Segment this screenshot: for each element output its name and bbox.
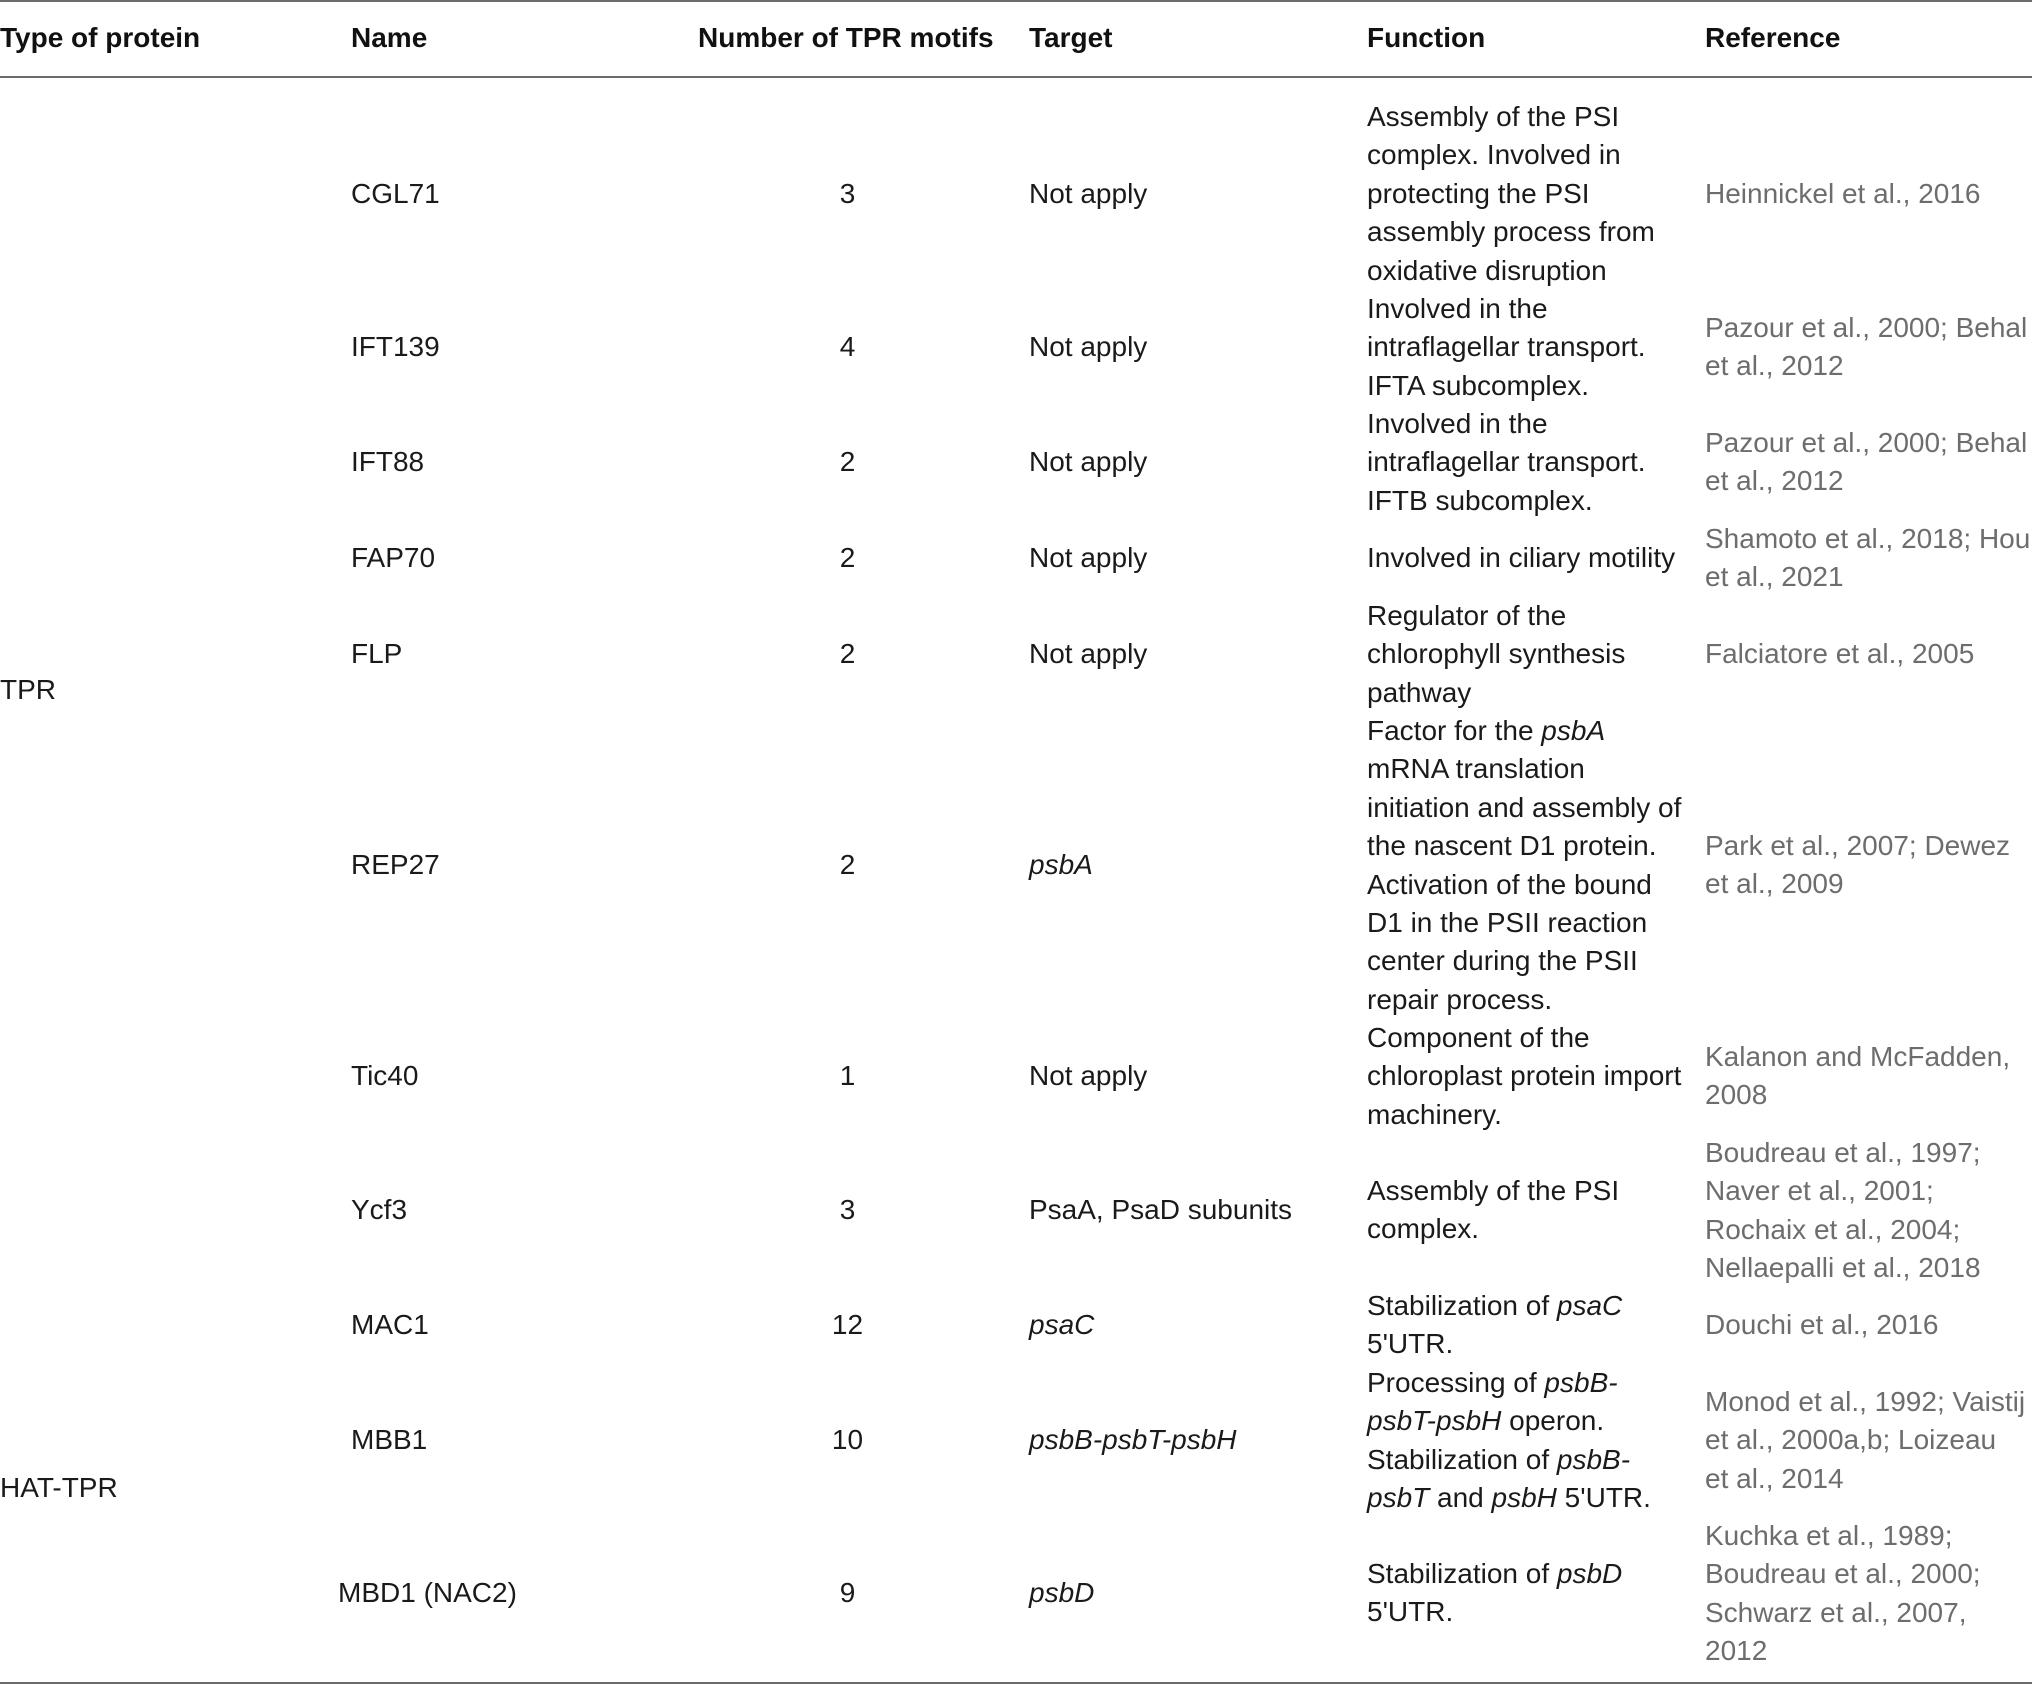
reference: Park et al., 2007; Dewez et al., 2009 (1705, 830, 2011, 900)
reference: Boudreau et al., 1997; Naver et al., 2001; Rochaix et al., 2004; Nellaepalli et al., 2018 (1705, 1137, 1981, 1284)
reference: Pazour et al., 2000; Behal et al., 2012 (1705, 312, 2028, 382)
header-type-of-protein: Type of protein (0, 22, 201, 53)
protein-name: MAC1 (351, 1309, 429, 1340)
function: Stabilization of psbD 5'UTR. (1367, 1558, 1623, 1628)
protein-name: FAP70 (351, 542, 436, 573)
reference: Falciatore et al., 2005 (1705, 638, 1975, 669)
tpr-motif-count: 3 (839, 1194, 856, 1225)
group-label-hat-tpr: HAT-TPR (0, 1472, 118, 1503)
tpr-motif-count: 2 (839, 638, 856, 669)
group-label-tpr: TPR (0, 674, 56, 705)
target: Not apply (1029, 178, 1148, 209)
reference: Monod et al., 1992; Vaistij et al., 2000a,b; Loizeau et al., 2014 (1705, 1386, 2026, 1494)
function: Factor for the psbA mRNA translation initiation and assembly of the nascent D1 protein. Activation of the bound D1 in the PSII reaction center during the PSII repair process. (1367, 715, 1682, 1015)
target: psbD (1029, 1577, 1095, 1608)
function: Involved in the intraflagellar transport. IFTA subcomplex. (1367, 293, 1646, 401)
tpr-motif-count: 2 (839, 849, 856, 880)
target: Not apply (1029, 542, 1148, 573)
header-number-of-tpr-motifs: Number of TPR motifs (698, 22, 994, 53)
protein-name: Ycf3 (351, 1194, 408, 1225)
target: psbB-psbT-psbH (1029, 1424, 1237, 1455)
target: Not apply (1029, 446, 1148, 477)
protein-name: MBD1 (NAC2) (338, 1577, 517, 1608)
header-bottom-rule (0, 76, 2032, 78)
protein-name: Tic40 (351, 1060, 419, 1091)
target: psbA (1029, 849, 1093, 880)
target: Not apply (1029, 638, 1148, 669)
target: Not apply (1029, 331, 1148, 362)
function: Involved in the intraflagellar transport. IFTB subcomplex. (1367, 408, 1646, 516)
function: Regulator of the chlorophyll synthesis pathway (1367, 600, 1626, 708)
protein-name: FLP (351, 638, 403, 669)
tpr-motif-count: 3 (839, 178, 856, 209)
tpr-motif-count: 1 (839, 1060, 856, 1091)
function: Assembly of the PSI complex. (1367, 1175, 1620, 1245)
function: Stabilization of psaC 5'UTR. (1367, 1290, 1623, 1360)
tpr-motif-count: 9 (839, 1577, 856, 1608)
tpr-motif-count: 12 (831, 1309, 864, 1340)
protein-name: CGL71 (351, 178, 440, 209)
protein-name: IFT88 (351, 446, 425, 477)
tpr-motif-count: 2 (839, 446, 856, 477)
header-function: Function (1367, 22, 1486, 53)
header-reference: Reference (1705, 22, 1841, 53)
table-bottom-rule (0, 1682, 2032, 1684)
protein-name: IFT139 (351, 331, 440, 362)
function: Component of the chloroplast protein import machinery. (1367, 1022, 1682, 1130)
protein-name: MBB1 (351, 1424, 428, 1455)
target: PsaA, PsaD subunits (1029, 1194, 1293, 1225)
reference: Heinnickel et al., 2016 (1705, 178, 1981, 209)
target: Not apply (1029, 1060, 1148, 1091)
reference: Douchi et al., 2016 (1705, 1309, 1939, 1340)
protein-name: REP27 (351, 849, 440, 880)
header-name: Name (351, 22, 428, 53)
reference: Kuchka et al., 1989; Boudreau et al., 2000; Schwarz et al., 2007, 2012 (1705, 1520, 1981, 1667)
target: psaC (1029, 1309, 1095, 1340)
tpr-motif-count: 10 (831, 1424, 864, 1455)
function: Processing of psbB- psbT-psbH operon. Stabilization of psbB- psbT and psbH 5'UTR. (1367, 1367, 1651, 1514)
table-top-rule (0, 0, 2032, 2)
function: Involved in ciliary motility (1367, 542, 1676, 573)
header-target: Target (1029, 22, 1113, 53)
reference: Kalanon and McFadden, 2008 (1705, 1041, 2011, 1111)
reference: Pazour et al., 2000; Behal et al., 2012 (1705, 427, 2028, 497)
tpr-motif-count: 4 (839, 331, 856, 362)
tpr-motif-count: 2 (839, 542, 856, 573)
function: Assembly of the PSI complex. Involved in protecting the PSI assembly process from oxidative disruption (1367, 101, 1655, 286)
reference: Shamoto et al., 2018; Hou et al., 2021 (1705, 523, 2031, 593)
